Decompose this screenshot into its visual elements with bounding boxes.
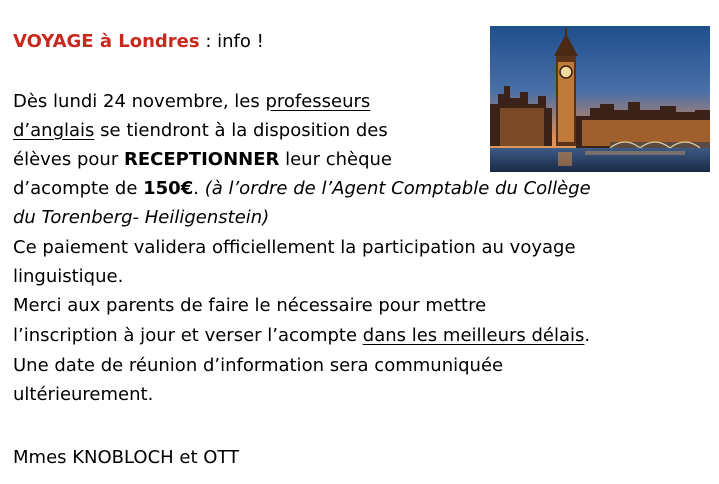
body-line-2 [13,119,388,143]
heading-title: VOYAGE à Londres [13,31,200,52]
body-line-9 [13,324,590,348]
bold-text: RECEPTIONNER [123,149,280,170]
body-line-11: ultérieurement. [13,384,154,405]
underlined-text: d’anglais [13,120,95,141]
body-line-8: Merci aux parents de faire le nécessaire pour mettre [13,295,487,316]
text: Dès lundi 24 novembre, les [13,91,266,112]
text: . [584,325,591,346]
signature: Mmes KNOBLOCH et OTT [13,447,240,468]
amount: 150€ [143,178,194,199]
body-line-10: Une date de réunion d’information sera communiquée [13,355,504,376]
italic-text: (à l’ordre de l’Agent Comptable du Collège [204,178,591,199]
text: d’acompte de [13,178,144,199]
body-line-1 [13,90,370,114]
text: leur chèque [279,149,392,170]
text: se tiendront à la disposition des [94,120,388,141]
text: . [193,178,205,199]
text: l’inscription à jour et verser l’acompte [13,325,363,346]
underlined-text: dans les meilleurs délais [362,325,585,346]
body-line-7: linguistique. [13,266,124,287]
london-photo [490,26,710,172]
body-line-5 [13,206,269,230]
body-line-4 [13,177,591,201]
heading [13,30,264,54]
heading-suffix: : info ! [199,31,264,52]
body-line-3 [13,148,392,172]
body-line-6: Ce paiement validera officiellement la participation au voyage [13,237,576,258]
italic-text: du Torenberg- Heiligenstein) [13,207,270,228]
text: élèves pour [13,149,124,170]
underlined-text: professeurs [265,91,371,112]
